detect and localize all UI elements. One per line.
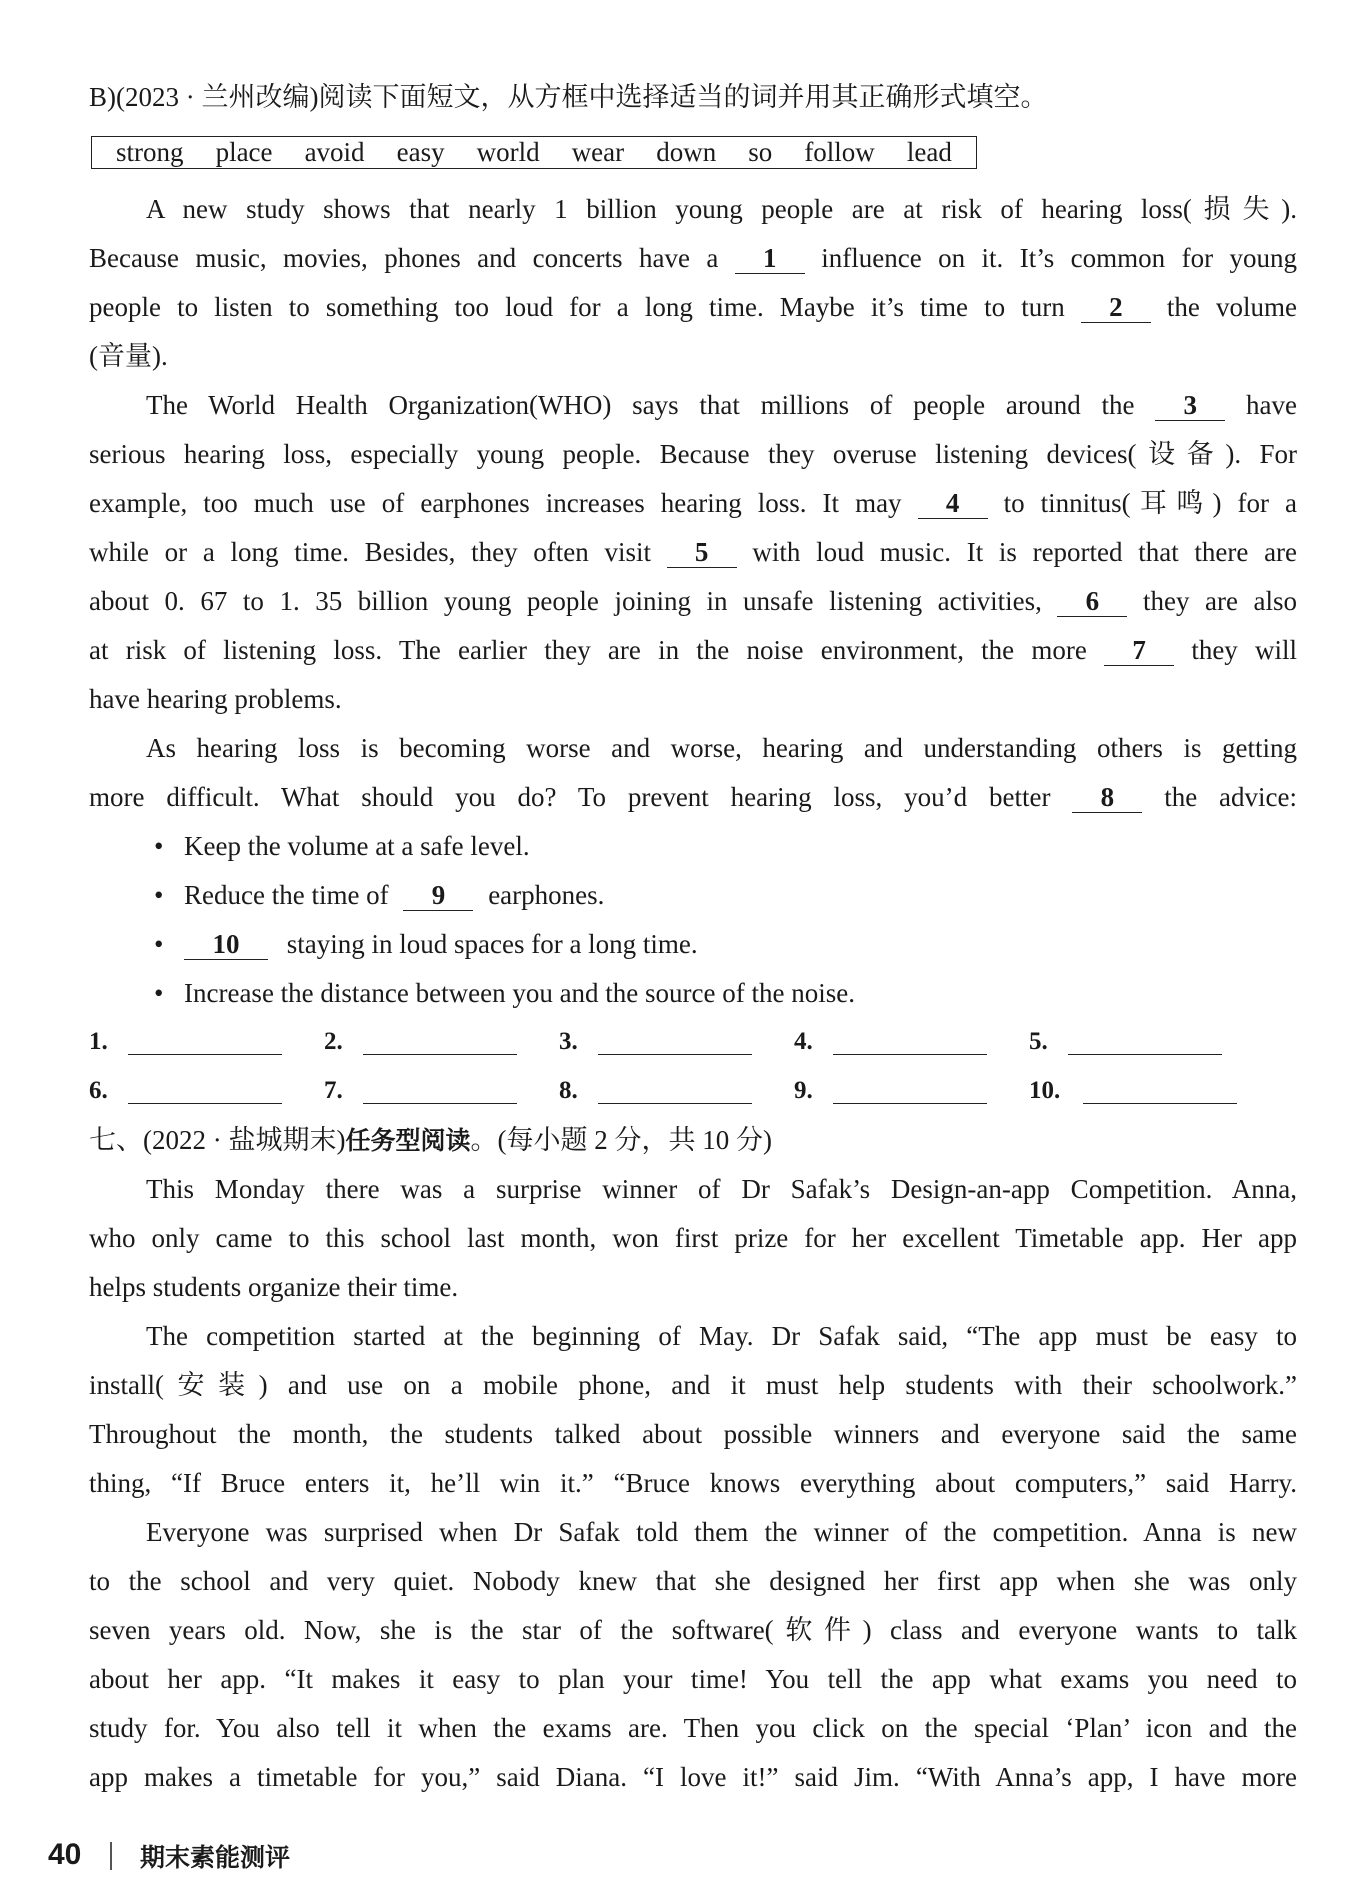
answer-line-1[interactable] xyxy=(128,1054,282,1055)
blank-5[interactable]: 5 xyxy=(667,537,737,568)
footer-title: 期末素能测评 xyxy=(140,1843,291,1872)
line-text: The World Health Organization(WHO) says that millions of people around the xyxy=(146,390,1135,420)
passage-line: have hearing problems. xyxy=(89,684,342,714)
passage-line: who only came to this school last month, won first prize for her excellent Timetable app. Her app xyxy=(89,1223,1297,1253)
answer-line-5[interactable] xyxy=(1068,1054,1222,1055)
blank-4[interactable]: 4 xyxy=(918,488,988,519)
passage-line: (音量). xyxy=(89,341,168,371)
bullet-item xyxy=(184,876,604,914)
passage-line: Throughout the month, the students talked about possible winners and everyone said the same xyxy=(89,1419,1297,1449)
blank-1[interactable]: 1 xyxy=(735,243,805,274)
blank-7[interactable]: 7 xyxy=(1104,635,1174,666)
passage-line: to the school and very quiet. Nobody knew that she designed her first app when she was only xyxy=(89,1566,1297,1596)
line-text: with loud music. It is reported that there are xyxy=(752,537,1298,567)
bullet-marker: • xyxy=(154,831,164,861)
line-text: more difficult. What should you do? To prevent hearing loss, you’d better xyxy=(89,782,1051,812)
passage-line: helps students organize their time. xyxy=(89,1272,459,1302)
line-text: they are also xyxy=(1142,586,1298,616)
line-text: about 0. 67 to 1. 35 billion young people joining in unsafe listening activities, xyxy=(89,586,1042,616)
answer-line-4[interactable] xyxy=(833,1054,987,1055)
answer-line-6[interactable] xyxy=(128,1103,282,1104)
line-text: at risk of listening loss. The earlier they are in the noise environment, the more xyxy=(89,635,1087,665)
answer-label: 7. xyxy=(324,1077,343,1104)
line-text: earphones. xyxy=(488,880,605,910)
passage-line xyxy=(89,288,1297,326)
passage-line: study for. You also tell it when the exams are. Then you click on the special ‘Plan’ icon and the xyxy=(89,1713,1297,1743)
answer-label: 5. xyxy=(1029,1028,1048,1055)
line-text: Reduce the time of xyxy=(184,880,389,910)
answer-label: 6. xyxy=(89,1077,108,1104)
passage-line: install(安装) and use on a mobile phone, and it must help students with their schoolwork.” xyxy=(89,1370,1297,1400)
answer-label: 2. xyxy=(324,1028,343,1055)
heading-bold: 任务型阅读 xyxy=(345,1126,471,1155)
blank-10[interactable]: 10 xyxy=(184,929,268,960)
word-box-item: place xyxy=(215,137,273,167)
answer-line-9[interactable] xyxy=(833,1103,987,1104)
blank-8[interactable]: 8 xyxy=(1072,782,1142,813)
passage-line: A new study shows that nearly 1 billion young people are at risk of hearing loss(损失). xyxy=(146,194,1297,224)
answer-line-8[interactable] xyxy=(598,1103,752,1104)
line-text: staying in loud spaces for a long time. xyxy=(286,929,698,959)
blank-6[interactable]: 6 xyxy=(1057,586,1127,617)
bullet-item xyxy=(184,925,698,963)
answer-line-10[interactable] xyxy=(1083,1103,1237,1104)
word-box-item: strong xyxy=(116,137,184,167)
bullet-marker: • xyxy=(154,880,164,910)
passage-line: The competition started at the beginning of May. Dr Safak said, “The app must be easy to xyxy=(146,1321,1297,1351)
passage-line xyxy=(89,533,1297,571)
line-text: people to listen to something too loud for a long time. Maybe it’s time to turn xyxy=(89,292,1065,322)
passage-line: app makes a timetable for you,” said Diana. “I love it!” said Jim. “With Anna’s app, I have more xyxy=(89,1762,1297,1792)
heading-suffix: 。(每小题 2 分，共 10 分) xyxy=(470,1125,772,1155)
line-text: the advice: xyxy=(1164,782,1298,812)
passage-line: seven years old. Now, she is the star of the software(软件) class and everyone wants to talk xyxy=(89,1615,1297,1645)
line-text: influence on it. It’s common for young xyxy=(821,243,1298,273)
word-box-item: wear xyxy=(571,137,625,167)
passage-line: Everyone was surprised when Dr Safak told them the winner of the competition. Anna is new xyxy=(146,1517,1297,1547)
bullet-marker: • xyxy=(154,929,164,959)
word-box-item: follow xyxy=(804,137,875,167)
line-text: the volume xyxy=(1166,292,1297,322)
line-text: have xyxy=(1246,390,1298,420)
passage-line xyxy=(89,484,1297,522)
passage-line: serious hearing loss, especially young people. Because they overuse listening devices(设备). For xyxy=(89,439,1297,469)
footer-divider xyxy=(110,1842,112,1870)
word-box-item: avoid xyxy=(304,137,365,167)
answer-label: 10. xyxy=(1029,1077,1061,1104)
word-box-item: down xyxy=(656,137,717,167)
answer-label: 9. xyxy=(794,1077,813,1104)
blank-2[interactable]: 2 xyxy=(1081,292,1151,323)
answer-label: 4. xyxy=(794,1028,813,1055)
line-text: Because music, movies, phones and concerts have a xyxy=(89,243,719,273)
section-seven-heading xyxy=(89,1121,1297,1160)
passage-line: about her app. “It makes it easy to plan your time! You tell the app what exams you need to xyxy=(89,1664,1297,1694)
blank-9[interactable]: 9 xyxy=(403,880,473,911)
passage-line xyxy=(146,386,1297,424)
answer-label: 1. xyxy=(89,1028,108,1055)
word-box-item: world xyxy=(476,137,540,167)
passage-line: As hearing loss is becoming worse and worse, hearing and understanding others is getting xyxy=(146,733,1297,763)
passage-line xyxy=(89,778,1297,816)
answer-line-7[interactable] xyxy=(363,1103,517,1104)
passage-line: thing, “If Bruce enters it, he’ll win it.” “Bruce knows everything about computers,” said Harry. xyxy=(89,1468,1297,1498)
line-text: they will xyxy=(1191,635,1298,665)
page-number: 40 xyxy=(48,1838,82,1871)
heading-prefix: 七、(2022 · 盐城期末) xyxy=(89,1125,346,1155)
blank-3[interactable]: 3 xyxy=(1155,390,1225,421)
section-b-heading: B)(2023 · 兰州改编)阅读下面短文，从方框中选择适当的词并用其正确形式填空。 xyxy=(89,82,1048,112)
word-box-item: so xyxy=(748,137,773,167)
passage-line: This Monday there was a surprise winner of Dr Safak’s Design-an-app Competition. Anna, xyxy=(146,1174,1297,1204)
word-box xyxy=(91,136,977,169)
answer-line-2[interactable] xyxy=(363,1054,517,1055)
bullet-item: Keep the volume at a safe level. xyxy=(184,831,530,861)
passage-line xyxy=(89,239,1297,277)
word-box-item: easy xyxy=(396,137,445,167)
passage-line xyxy=(89,631,1297,669)
line-text: to tinnitus(耳鸣) for a xyxy=(1003,488,1298,518)
bullet-item: Increase the distance between you and the source of the noise. xyxy=(184,978,855,1008)
line-text: example, too much use of earphones increases hearing loss. It may xyxy=(89,488,902,518)
answer-label: 3. xyxy=(559,1028,578,1055)
line-text: while or a long time. Besides, they often visit xyxy=(89,537,651,567)
answer-label: 8. xyxy=(559,1077,578,1104)
word-box-item: lead xyxy=(906,137,952,167)
answer-line-3[interactable] xyxy=(598,1054,752,1055)
passage-line xyxy=(89,582,1297,620)
bullet-marker: • xyxy=(154,978,164,1008)
